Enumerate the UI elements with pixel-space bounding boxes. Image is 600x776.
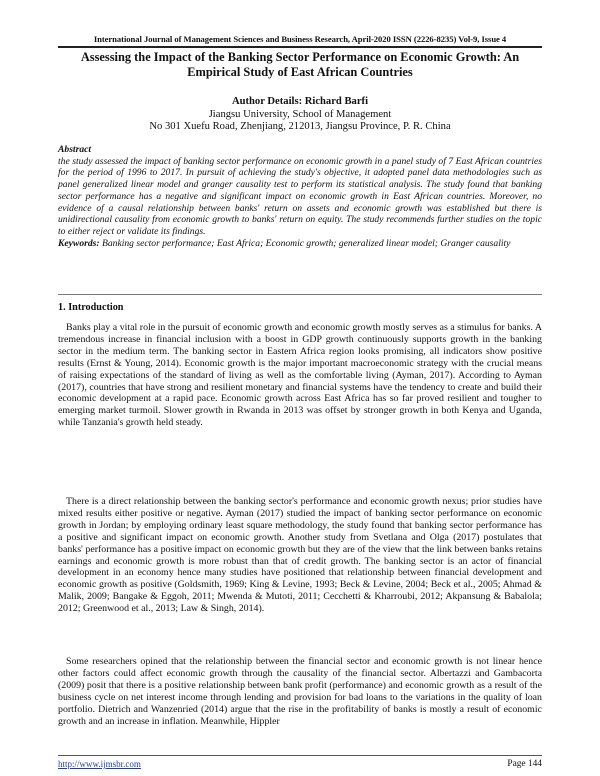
footer-link[interactable]: http://www.ijmsbr.com (58, 759, 141, 769)
paragraph-1: Banks play a vital role in the pursuit of economic growth and economic growth mostly serves as a stimulus for banks. A tremendous increase in financial inclusion with a boost in GDP growth continuously supports growth in the banking sector in the medium term. The banking sector in Eastern Africa region looks promising, all indicators show positive results (Ernst & Young, 2014). Economic growth is the major important macroeconomic strategy with the crucial means of raising expectations of the standard of living as well as the comfortable living (Ayman, 2017). According to Ayman (2017), countries that have strong and resilient monetary and financial systems have the tendency to create and build their economic development at a rapid pace. Economic growth across East Africa has so far proved resilient and tougher to emerging market turmoil. Slower growth in Rwanda in 2013 was offset by stronger growth in both Kenya and Uganda, while Tanzania's growth held steady. (58, 322, 542, 429)
author-name: Author Details: Richard Barfi (231, 96, 369, 107)
abstract-text: the study assessed the impact of banking sector performance on economic growth in a panel study of 7 East African countries for the period of 1996 to 2017. In pursuit of achieving the study's objective, it adopted panel data methodologies such as panel generalized linear model and granger causality test to perform its statistical analysis. The study found that banking sector performance has a negative and significant impact on economic growth in East African countries. Moreover, no evidence of a causal relationship between banks' return on assets and economic growth was established but there is unidirectional causality from economic growth to banks' return on equity. The study recommends further studies on the topic to either reject or validate its findings. (58, 155, 542, 237)
journal-header: International Journal of Management Sciences and Business Research, April-2020 ISSN (2226-8235) Vol-9, Issue 4 (93, 34, 507, 44)
title-line-1: Assessing the Impact of the Banking Sector Performance on Economic Growth: An (80, 50, 520, 64)
paper-title (58, 50, 542, 80)
keywords-text: Banking sector performance; East Africa; Economic growth; generalized linear model; Granger causality (101, 237, 511, 249)
section-heading: 1. Introduction (58, 302, 124, 313)
abstract (58, 144, 542, 249)
title-line-2: Empirical Study of East African Countries (187, 65, 413, 79)
abstract-heading: Abstract (58, 144, 92, 155)
author-block (58, 96, 542, 134)
footer-rule (58, 755, 542, 756)
header-rule (58, 46, 542, 48)
page-number: Page 144 (507, 759, 542, 769)
affiliation-line-1: Jiangsu University, School of Management (208, 108, 392, 120)
keywords-label: Keywords: (58, 237, 100, 249)
paragraph-3: Some researchers opined that the relationship between the financial sector and economic growth is not linear hence other factors could affect economic growth through the causality of the financial sector. Albertazzi and Gambacorta (2009) posit that there is a positive relationship between bank profit (performance) and economic growth as a result of the business cycle on net interest income through lending and provision for bad loans to the variations in the quality of loan portfolio. Dietrich and Wanzenried (2014) argue that the rise in the profitability of banks is mostly a result of economic growth and an increase in inflation. Meanwhile, Hippler (58, 656, 542, 727)
affiliation-line-2: No 301 Xuefu Road, Zhenjiang, 212013, Jiangsu Province, P. R. China (149, 121, 451, 132)
paragraph-2: There is a direct relationship between the banking sector's performance and economic growth nexus; prior studies have mixed results either positive or negative. Ayman (2017) studied the impact of banking sector performance on economic growth in Jordan; by employing ordinary least square methodology, the study found that banking sector performance has a positive and significant impact on economic growth. Another study from Svetlana and Olga (2017) postulates that banks' performance has a positive impact on economic growth but they are of the view that the link between banks retains earnings and economic growth is more robust than that of credit growth. The banking sector is an actor of financial development in an economy hence many studies have positioned that relationship between financial development and economic growth as positive (Goldsmith, 1969; King & Levine, 1993; Beck & Levine, 2004; Beck et al., 2005; Ahmad & Malik, 2009; Bangake & Eggoh, 2011; Mwenda & Mutoti, 2011; Cecchetti & Kharroubi, 2012; Akpansung & Babalola; 2012; Greenwood et al., 2013; Law & Singh, 2014). (58, 496, 542, 615)
keywords (58, 238, 542, 250)
section-rule (58, 294, 542, 295)
